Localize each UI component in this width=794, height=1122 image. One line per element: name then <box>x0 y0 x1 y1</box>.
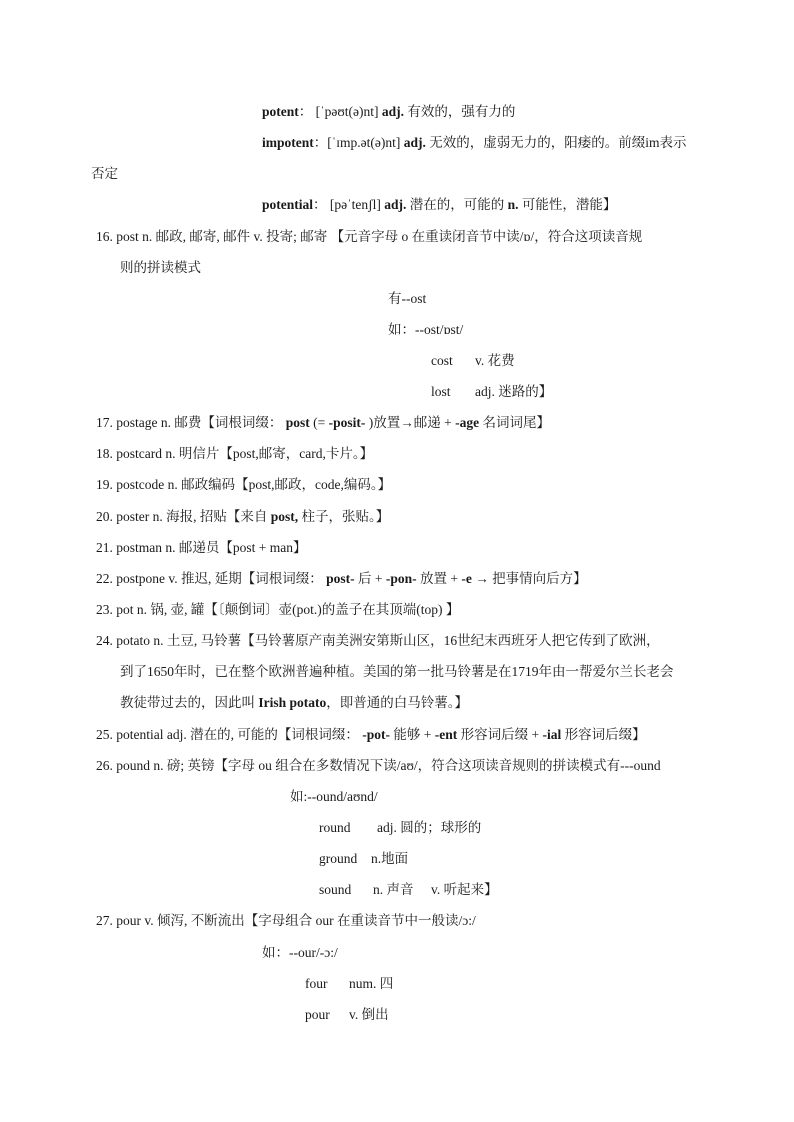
example-meaning: adj. 迷路的】 <box>475 384 553 399</box>
entry-potent: potent： [ˈpəʊt(ə)nt] adj. 有效的，强有力的 <box>262 104 516 119</box>
entry-26-pound: 26. pound n. 磅; 英镑【字母 ou 组合在多数情况下读/aʊ/，符合这项读音规则的拼读模式有---ound <box>96 758 661 773</box>
example-word: round <box>319 820 351 835</box>
example-word: lost <box>431 384 451 399</box>
example-lost <box>431 383 552 401</box>
entry-22-postpone: 22. postpone v. 推迟, 延期【词根词缀： post- 后 + -pon- 放置 + -e → 把事情向后方】 <box>96 571 587 586</box>
example-meaning: n. 声音 <box>373 882 414 897</box>
example-label: 如：--ost/ɒst/ <box>388 322 464 337</box>
entry-24-cont1: 到了1650年时，已在整个欧洲普遍种植。美国的第一批马铃薯是在1719年由一帮爱尔兰长老会 <box>120 664 674 679</box>
pattern-label: 有--ost <box>388 291 427 306</box>
entry-21-postman: 21. postman n. 邮递员【post + man】 <box>96 540 307 555</box>
entry-18-postcard: 18. postcard n. 明信片【post,邮寄，card,卡片。】 <box>96 446 374 461</box>
example-word: sound <box>319 882 352 897</box>
example-word: pour <box>305 1007 330 1022</box>
entry-27-pour: 27. pour v. 倾泻, 不断流出【字母组合 our 在重读音节中一般读/ɔ:/ <box>96 913 476 928</box>
entry-24-potato: 24. potato n. 土豆, 马铃薯【马铃薯原产南美洲安第斯山区，16世纪末西班牙人把它传到了欧洲， <box>96 633 660 648</box>
entry-19-postcode: 19. postcode n. 邮政编码【post,邮政，code,编码。】 <box>96 477 392 492</box>
example-sound <box>319 881 498 899</box>
example-meaning: v. 倒出 <box>349 1007 389 1022</box>
entry-23-pot: 23. pot n. 锅, 壶, 罐【〔颠倒词〕壶(pot.)的盖子在其顶端(top) 】 <box>96 602 460 617</box>
example-label: 如：--our/-ɔ:/ <box>262 945 338 960</box>
example-ground <box>319 850 408 868</box>
example-label: 如:--ound/aʊnd/ <box>290 789 378 804</box>
entry-20-poster: 20. poster n. 海报, 招贴【来自 post, 柱子，张贴。】 <box>96 509 390 524</box>
example-four <box>305 975 393 993</box>
entry-impotent-cont: 否定 <box>91 166 118 181</box>
entry-24-cont2: 教徒带过去的，因此叫 Irish potato，即普通的白马铃薯。】 <box>120 695 469 710</box>
example-meaning: adj. 圆的；球形的 <box>377 820 482 835</box>
example-round <box>319 819 481 837</box>
example-pour <box>305 1006 389 1024</box>
example-word: ground <box>319 851 358 866</box>
example-word: cost <box>431 353 453 368</box>
entry-17-postage: 17. postage n. 邮费【词根词缀： post (= -posit- )放置→邮递 + -age 名词词尾】 <box>96 415 550 430</box>
example-cost <box>431 352 515 370</box>
example-word: four <box>305 976 328 991</box>
entry-16-cont: 则的拼读模式 <box>120 260 201 275</box>
example-meaning-verb: v. 听起来】 <box>431 882 498 897</box>
entry-impotent: impotent：[ˈɪmp.ət(ə)nt] adj. 无效的，虚弱无力的，阳痿的。前缀im表示 <box>262 135 687 150</box>
example-meaning: num. 四 <box>349 976 394 991</box>
example-meaning: v. 花费 <box>475 353 515 368</box>
entry-potential-note: potential： [pəˈtenʃl] adj. 潜在的，可能的 n. 可能性，潜能】 <box>262 197 617 212</box>
entry-16-post: 16. post n. 邮政, 邮寄, 邮件 v. 投寄; 邮寄 【元音字母 o 在重读闭音节中读/ɒ/，符合这项读音规 <box>96 229 643 244</box>
example-meaning: n.地面 <box>371 851 409 866</box>
entry-25-potential: 25. potential adj. 潜在的, 可能的【词根词缀： -pot- 能够 + -ent 形容词后缀 + -ial 形容词后缀】 <box>96 727 646 742</box>
